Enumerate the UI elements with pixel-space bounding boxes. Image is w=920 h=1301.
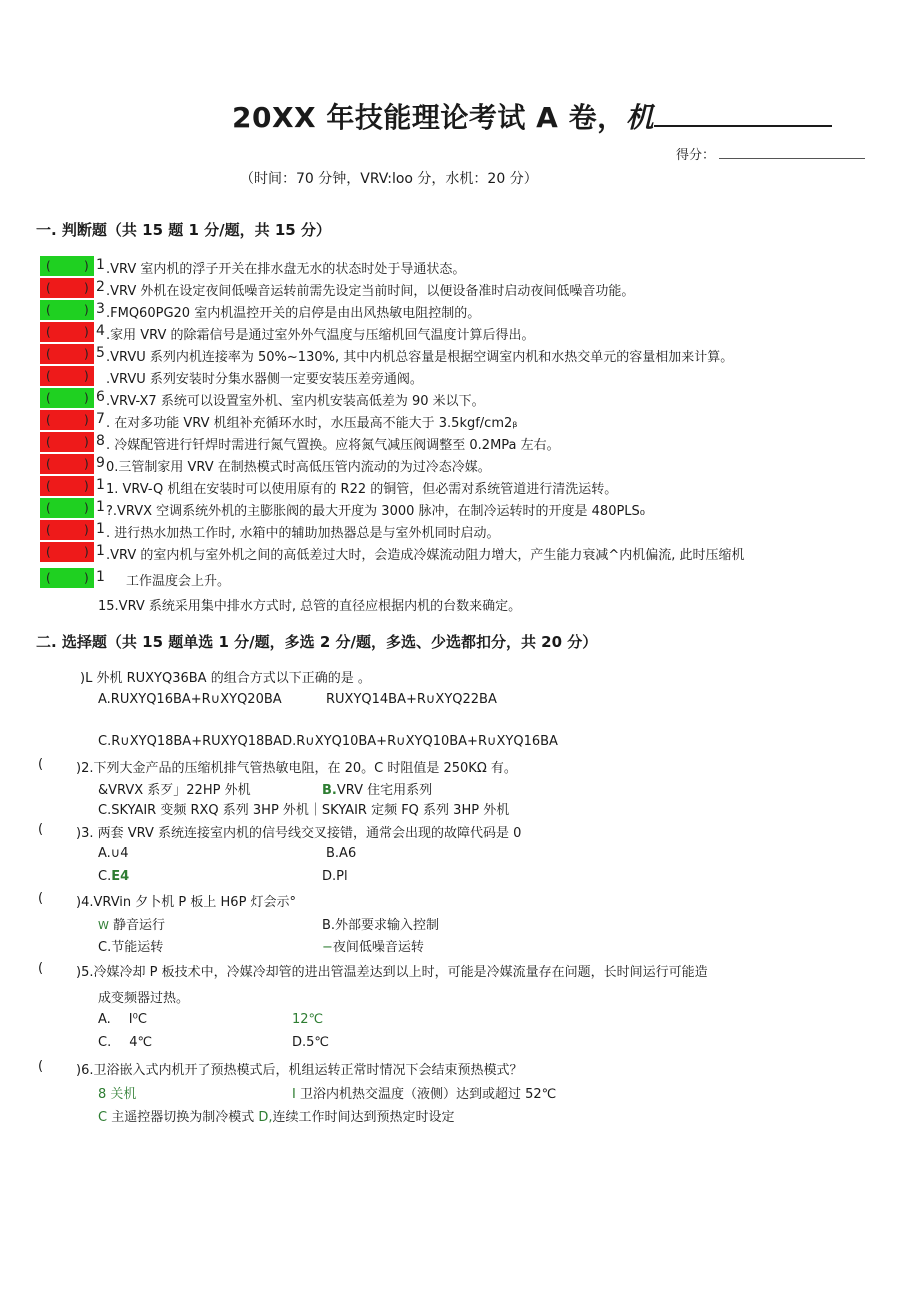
tf-question-text: . 冷媒配管进行钎焊时需进行氮气置换。应将氮气减压阀调整至 0.2MPa 左右。	[106, 438, 560, 453]
mc-q5-answer-paren[interactable]: (	[38, 961, 44, 976]
tf-question-number: 5	[96, 345, 105, 361]
tf-answer-box[interactable]	[40, 454, 94, 474]
paren-close: )	[84, 457, 89, 471]
tf-answer-box[interactable]	[40, 498, 94, 518]
mc-q3-option-b: B.A6	[326, 846, 357, 861]
paren-open: (	[46, 501, 51, 515]
mc-q6-option-cd: C 主遥控器切换为制冷模式 D,连续工作时间达到预热定时设定	[98, 1110, 455, 1125]
paren-open: (	[46, 259, 51, 273]
paren-close: )	[84, 523, 89, 537]
tf-question-text: .VRV 的室内机与室外机之间的高低差过大时，会造成冷媒流动阻力增大，产生能力衰减^内机偏流, 此时压缩机	[106, 548, 745, 563]
paren-close: )	[84, 501, 89, 515]
mc-q3-answer-paren[interactable]: (	[38, 822, 44, 837]
mc-q6-option-b: I 卫浴内机热交温度（液侧）达到或超过 52℃	[292, 1087, 557, 1102]
mc-q2-option-a: &VRVX 系歹」22HP 外机	[98, 783, 251, 798]
paren-close: )	[84, 281, 89, 295]
tf-answer-box[interactable]	[40, 322, 94, 342]
tf-question-15: 15.VRV 系统采用集中排水方式时, 总管的直径应根据内机的台数来确定。	[98, 599, 522, 614]
paren-open: (	[46, 303, 51, 317]
tf-question-text: 0.三管制家用 VRV 在制热模式时高低压管内流动的为过冷态冷媒。	[106, 460, 491, 475]
tf-answer-box[interactable]	[40, 520, 94, 540]
tf-question-number: 1	[96, 543, 105, 559]
tf-question-number: 1	[96, 257, 105, 273]
paren-open: (	[46, 347, 51, 361]
paren-close: )	[84, 413, 89, 427]
paren-open: (	[46, 457, 51, 471]
tf-question-text: 工作温度会上升。	[126, 574, 231, 589]
mc-question-6: )6.卫浴嵌入式内机开了预热模式后，机组运转正常时情况下会结束预热模式？	[76, 1063, 523, 1078]
mc-q6-option-a: 8 关机	[98, 1087, 137, 1102]
tf-question-number: 1	[96, 569, 105, 585]
mc-question-4: )4.VRVin 夕卜机 P 板上 H6P 灯会示°	[76, 895, 297, 910]
mc-q4-option-c: C.节能运转	[98, 940, 164, 955]
mc-q5-option-d: D.5℃	[292, 1035, 330, 1050]
tf-answer-box[interactable]	[40, 300, 94, 320]
mc-q4-option-d: −夜间低噪音运转	[322, 940, 424, 955]
tf-question-text: .家用 VRV 的除霜信号是通过室外外气温度与压缩机回气温度计算后得出。	[106, 328, 535, 343]
tf-question-text: .VRV 外机在设定夜间低噪音运转前需先设定当前时间，以便设备准时启动夜间低噪音功能。	[106, 284, 635, 299]
mc-q3-option-a: A.∪4	[98, 846, 129, 861]
tf-answer-box[interactable]	[40, 432, 94, 452]
tf-answer-box[interactable]	[40, 388, 94, 408]
paren-open: (	[46, 435, 51, 449]
tf-answer-box[interactable]	[40, 366, 94, 386]
paren-open: (	[46, 281, 51, 295]
mc-question-2: )2.下列大金产品的压缩机排气管热敏电阻，在 20。C 时阻值是 250KΩ 有。	[76, 761, 517, 776]
tf-question-number: 1	[96, 521, 105, 537]
tf-answer-box[interactable]	[40, 278, 94, 298]
paren-close: )	[84, 479, 89, 493]
paren-open: (	[46, 479, 51, 493]
tf-question-number: 8	[96, 433, 105, 449]
tf-question-number: 1	[96, 499, 105, 515]
mc-q6-answer-paren[interactable]: (	[38, 1059, 44, 1074]
tf-question-number: 6	[96, 389, 105, 405]
paren-close: )	[84, 435, 89, 449]
tf-question-number: 7	[96, 411, 105, 427]
paren-close: )	[84, 303, 89, 317]
paren-open: (	[46, 523, 51, 537]
tf-answer-box[interactable]	[40, 256, 94, 276]
mc-question-5: )5.冷媒冷却 P 板技术中，冷媒冷却管的进出管温差达到以上时，可能是冷媒流量存在问题，长时间运行可能造	[76, 965, 708, 980]
mc-q5-option-a: A. I⁰C	[98, 1012, 147, 1027]
tf-answer-box[interactable]	[40, 410, 94, 430]
tf-question-number: 4	[96, 323, 105, 339]
tf-question-text: .VRV 室内机的浮子开关在排水盘无水的状态时处于导通状态。	[106, 262, 466, 277]
paren-open: (	[46, 391, 51, 405]
mc-q2-answer-paren[interactable]: (	[38, 757, 44, 772]
score-field: 得分：	[676, 144, 865, 163]
mc-q3-option-c: C.E4	[98, 869, 130, 884]
mc-q1-option-a: A.RUXYQ16BA+R∪XYQ20BA	[98, 692, 282, 707]
tf-question-text: .VRVU 系列安装时分集水器侧一定要安装压差旁通阀。	[106, 372, 423, 387]
tf-answer-box[interactable]	[40, 344, 94, 364]
paren-close: )	[84, 259, 89, 273]
paren-close: )	[84, 325, 89, 339]
time-info: （时间：70 分钟，VRV:loo 分，水机：20 分）	[240, 171, 538, 187]
section1-heading: 一. 判断题（共 15 题 1 分/题，共 15 分）	[36, 221, 331, 239]
section2-heading: 二. 选择题（共 15 题单选 1 分/题，多选 2 分/题，多选、少选都扣分，共 20 分）	[36, 633, 598, 651]
paren-close: )	[84, 545, 89, 559]
tf-question-text: ?.VRVX 空调系统外机的主膨胀阀的最大开度为 3000 脉冲，在制冷运转时的开度是 480PLS₀	[106, 504, 646, 519]
mc-q3-option-d: D.Pl	[322, 869, 348, 884]
tf-question-text: .VRVU 系列内机连接率为 50%~130%, 其中内机总容量是根据空调室内机和水热交单元的容量相加来计算。	[106, 350, 734, 365]
mc-q4-answer-paren[interactable]: (	[38, 891, 44, 906]
mc-q1-option-cd: C.R∪XYQ18BA+RUXYQ18BAD.R∪XYQ10BA+R∪XYQ10BA+R∪XYQ16BA	[98, 734, 558, 749]
tf-answer-box[interactable]	[40, 568, 94, 588]
paren-open: (	[46, 413, 51, 427]
score-blank-line	[719, 148, 865, 159]
tf-question-number: 3	[96, 301, 105, 317]
title-blank-line	[654, 103, 832, 127]
tf-question-text: .FMQ60PG20 室内机温控开关的启停是由出风热敏电阻控制的。	[106, 306, 481, 321]
page-title: 20XX 年技能理论考试 A 卷，机	[232, 96, 832, 136]
paren-open: (	[46, 369, 51, 383]
tf-question-number: 9	[96, 455, 105, 471]
tf-question-number: 2	[96, 279, 105, 295]
paren-open: (	[46, 325, 51, 339]
paren-close: )	[84, 391, 89, 405]
mc-question-1: )L 外机 RUXYQ36BA 的组合方式以下正确的是 。	[80, 671, 371, 686]
mc-q2-option-cd: C.SKYAIR 变频 RXQ 系列 3HP 外机｜SKYAIR 定频 FQ 系列 3HP 外机	[98, 803, 510, 818]
mc-question-5-cont: 成变频器过热。	[98, 991, 190, 1006]
paren-close: )	[84, 347, 89, 361]
tf-question-number: 1	[96, 477, 105, 493]
mc-q4-option-b: B.外部要求输入控制	[322, 918, 440, 933]
mc-q2-option-b: B.VRV 住宅用系列	[322, 783, 433, 798]
mc-q5-option-c: C. 4℃	[98, 1035, 153, 1050]
tf-question-text: . 在对多功能 VRV 机组补充循环水时，水压最高不能大于 3.5kgf/cm2ᵦ	[106, 416, 518, 431]
tf-question-text: . 进行热水加热工作时, 水箱中的辅助加热器总是与室外机同时启动。	[106, 526, 500, 541]
tf-answer-box[interactable]	[40, 476, 94, 496]
mc-q5-option-b: 12℃	[292, 1012, 324, 1027]
tf-answer-box[interactable]	[40, 542, 94, 562]
mc-q1-option-b: RUXYQ14BA+R∪XYQ22BA	[326, 692, 497, 707]
mc-q4-option-a: W 静音运行	[98, 918, 166, 933]
paren-open: (	[46, 545, 51, 559]
tf-question-text: .VRV-X7 系统可以设置室外机、室内机安装高低差为 90 米以下。	[106, 394, 485, 409]
paren-open: (	[46, 571, 51, 585]
paren-close: )	[84, 369, 89, 383]
paren-close: )	[84, 571, 89, 585]
mc-question-3: )3. 两套 VRV 系统连接室内机的信号线交叉接错，通常会出现的故障代码是 0	[76, 826, 522, 841]
tf-question-text: 1. VRV-Q 机组在安装时可以使用原有的 R22 的铜管，但必需对系统管道进行清洗运转。	[106, 482, 618, 497]
